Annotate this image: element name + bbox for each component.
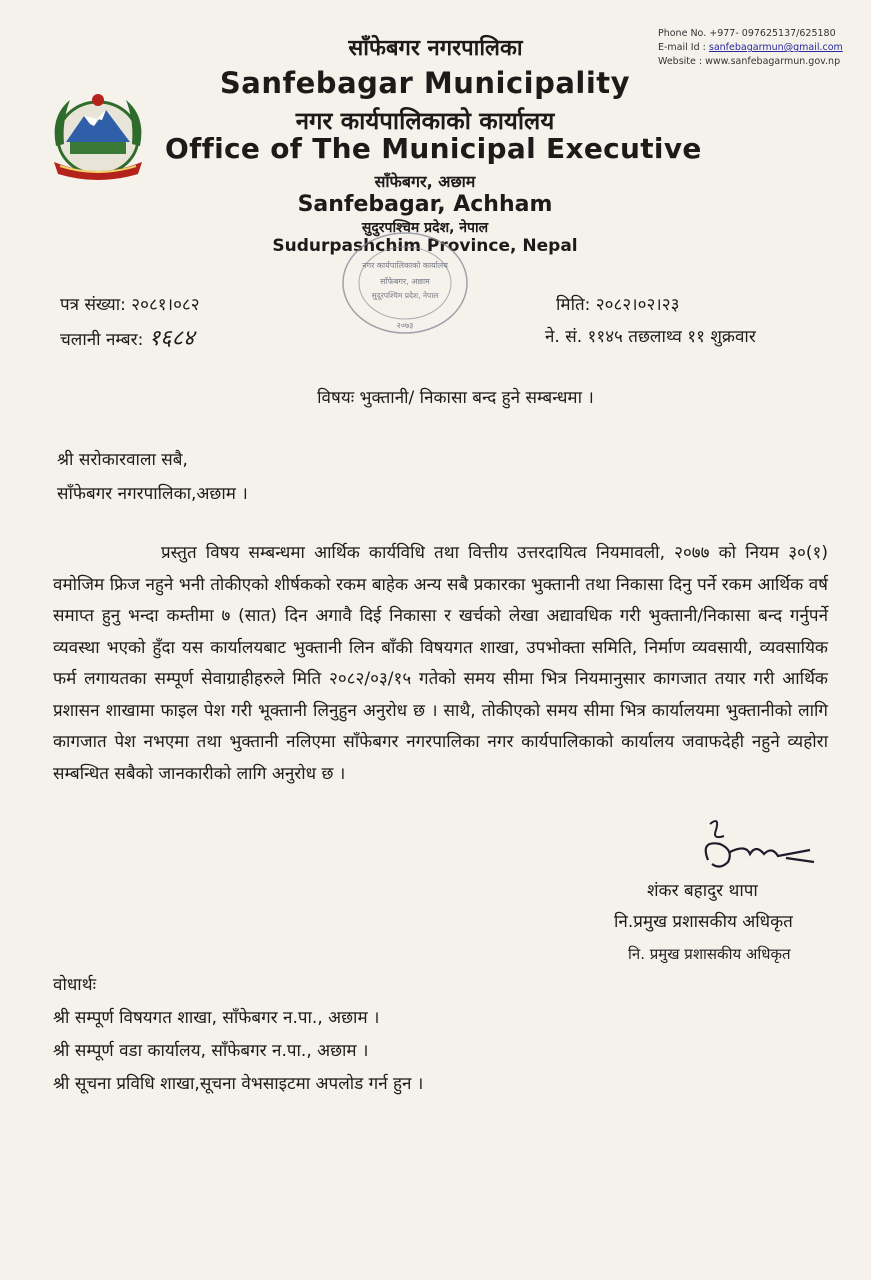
letter-number-value: २०८१।०८२ (131, 295, 200, 315)
contact-email-link[interactable]: sanfebagarmun@gmail.com (708, 42, 843, 53)
letter-number-label: पत्र संख्या: (60, 295, 126, 315)
province-en: Sudurpashchim Province, Nepal (272, 236, 578, 256)
office-seal (330, 228, 480, 338)
cc-label: वोधार्थः (53, 975, 97, 995)
signatory-title: नि.प्रमुख प्रशासकीय अधिकृत (614, 912, 793, 932)
office-name-en: Office of The Municipal Executive (165, 132, 702, 165)
letter-number-row (60, 292, 200, 315)
seal-line1: नगर कार्यपालिकाको कार्यालय (362, 261, 448, 270)
cc-item: श्री सूचना प्रविधि शाखा,सूचना वेभसाइटमा अपलोड गर्न हुन । (53, 1074, 424, 1094)
contact-phone: Phone No. +977- 097625137/625180 (658, 28, 836, 39)
cc-item: श्री सम्पूर्ण वडा कार्यालय, साँफेबगर न.पा., अछाम । (53, 1041, 369, 1061)
signatory-name: शंकर बहादुर थापा (647, 881, 758, 901)
cc-item: श्री सम्पूर्ण विषयगत शाखा, साँफेबगर न.पा., अछाम । (53, 1008, 380, 1028)
recipient-line2: साँफेबगर नगरपालिका,अछाम । (57, 484, 248, 504)
municipality-name-en: Sanfebagar Municipality (219, 66, 631, 100)
contact-email-label: E-mail Id : (658, 42, 706, 53)
date-row (556, 292, 679, 315)
municipality-name-np: साँफेबगर नगरपालिका (348, 36, 523, 61)
date-label: मिति: (556, 295, 591, 315)
date-value: २०८२।०२।२३ (595, 295, 680, 315)
dispatch-number-value: १६८४ (148, 326, 195, 351)
province-np: सुदुरपश्चिम प्रदेश, नेपाल (361, 220, 489, 236)
seal-line2: साँफेबगर, अछाम (380, 277, 430, 286)
seal-line3: सुदूरपश्चिम प्रदेश, नेपाल (371, 291, 439, 300)
recipient-line1: श्री सरोकारवाला सबै, (57, 450, 188, 470)
place-np: साँफेबगर, अछाम (374, 172, 476, 191)
office-name-np: नगर कार्यपालिकाको कार्यालय (295, 107, 555, 135)
letter-subject: विषयः भुक्तानी/ निकासा बन्द हुने सम्बन्धमा । (317, 388, 594, 408)
letter-body: प्रस्तुत विषय सम्बन्धमा आर्थिक कार्यविधि तथा वित्तीय उत्तरदायित्व नियमावली, २०७७ को नियम ३०(१) वमोजिम फ्रिज नहुने भनी तोकीएको शीर्षकको रकम बाहेक अन्य सबै प्रकारका भुक्तानी तथा निकासा दिनु पर्ने रकम आर्थिक वर्ष समाप्त हुनु भन्दा कम्तीमा ७ (सात) दिन अगावै दिई निकासा र खर्चको लेखा अद्यावधिक गरी भुक्तानी/निकासा बन्द गर्नुपर्ने व्यवस्था भएको हुँदा यस कार्यालयबाट भुक्तानी लिन बाँकी विषयगत शाखा, उपभोक्ता समिति, निर्माण व्यवसायी, व्यवसायिक फर्म लगायतका सम्पूर्ण सेवाग्राहीहरुले मिति २०८२/०३/१५ गतेको समय सीमा भित्र नियमानुसार कागजात तयार गरी आर्थिक प्रशासन शाखामा फाइल पेश गरी भूक्तानी लिनुहुन अनुरोध छ । साथै, तोकीएको समय सीमा भित्र कार्यालयमा भुक्तानीको लागि कागजात पेश नभएमा तथा भुक्तानी नलिएमा साँफेबगर नगरपालिका नगर कार्यपालिकाको कार्यालय जवाफदेही नहुने व्यहोरा सम्बन्धित सबैको जानकारीको लागि अनुरोध छ । (53, 543, 828, 784)
contact-email-row (658, 42, 843, 53)
contact-website[interactable]: Website : www.sanfebagarmun.gov.np (658, 56, 841, 67)
place-en: Sanfebagar, Achham (297, 192, 553, 217)
nepal-sambat-date: ने. सं. ११४५ तछलाथ्व ११ शुक्रवार (545, 327, 756, 347)
handwritten-signature (690, 810, 820, 880)
dispatch-number-row (60, 322, 195, 352)
municipality-emblem-icon (40, 86, 156, 186)
signatory-stamp-text: नि. प्रमुख प्रशासकीय अधिकृत (628, 945, 791, 963)
dispatch-number-label: चलानी नम्बर: (60, 330, 144, 350)
seal-year: २०७३ (396, 321, 414, 330)
